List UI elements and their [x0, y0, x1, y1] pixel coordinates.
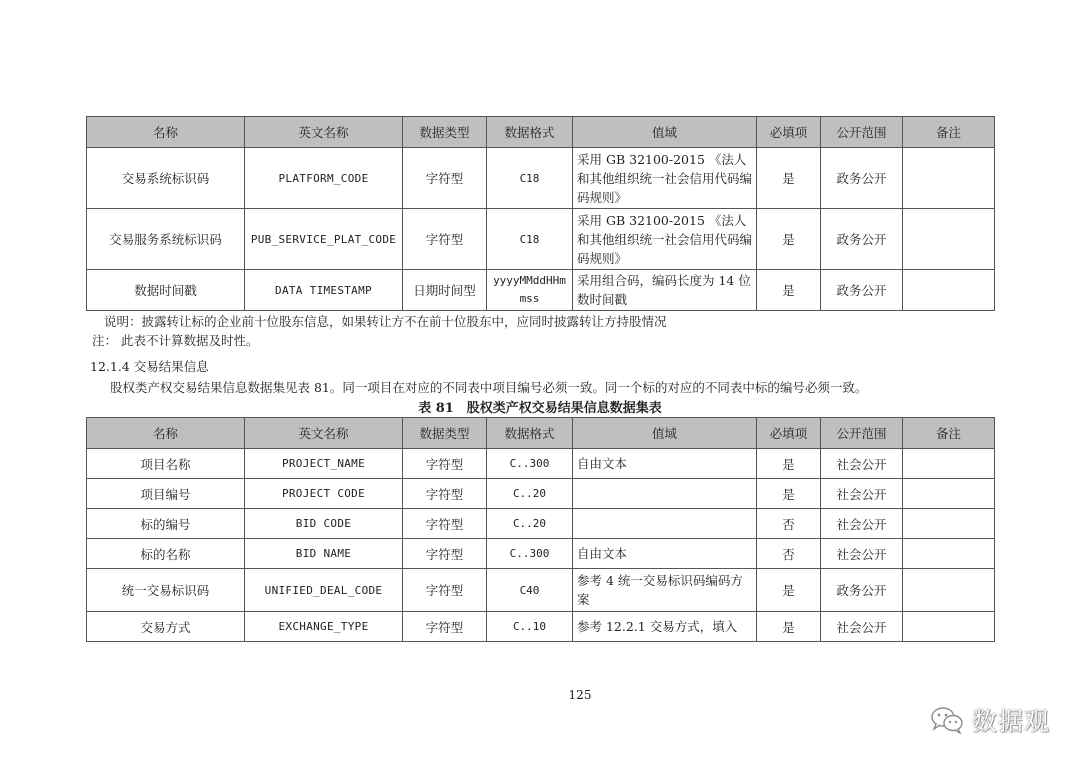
header-value-domain: 值域 [573, 418, 757, 449]
cell-name: 统一交易标识码 [87, 569, 245, 612]
cell-required: 是 [757, 479, 821, 509]
cell-data-type: 字符型 [403, 569, 487, 612]
table-note: 注： 此表不计算数据及时性。 [92, 333, 259, 348]
cell-data-type: 字符型 [403, 612, 487, 642]
cell-remarks [903, 569, 995, 612]
cell-data-type: 字符型 [403, 509, 487, 539]
header-required: 必填项 [757, 117, 821, 148]
cell-remarks [903, 479, 995, 509]
cell-name: 交易服务系统标识码 [87, 209, 245, 270]
header-data-type: 数据类型 [403, 117, 487, 148]
cell-value-domain: 自由文本 [573, 539, 757, 569]
header-name: 名称 [87, 418, 245, 449]
table-row [87, 539, 995, 569]
cell-data-type: 字符型 [403, 479, 487, 509]
cell-english-name: PROJECT_NAME [245, 449, 403, 479]
cell-data-format: C40 [487, 569, 573, 612]
wechat-icon [930, 706, 964, 734]
cell-english-name: PLATFORM_CODE [245, 148, 403, 209]
cell-value-domain [573, 479, 757, 509]
header-disclosure-scope: 公开范围 [821, 117, 903, 148]
cell-value-domain: 采用组合码，编码长度为 14 位数时间戳 [573, 270, 757, 311]
cell-data-type: 日期时间型 [403, 270, 487, 311]
header-english-name: 英文名称 [245, 418, 403, 449]
header-data-format: 数据格式 [487, 418, 573, 449]
header-disclosure-scope: 公开范围 [821, 418, 903, 449]
cell-name: 交易系统标识码 [87, 148, 245, 209]
table-caption: 表 81 股权类产权交易结果信息数据集表 [418, 401, 662, 416]
cell-required: 是 [757, 148, 821, 209]
cell-english-name: EXCHANGE_TYPE [245, 612, 403, 642]
table-row [87, 148, 995, 209]
cell-data-format: C..20 [487, 509, 573, 539]
watermark [930, 702, 1050, 738]
cell-name: 数据时间戳 [87, 270, 245, 311]
cell-required: 是 [757, 449, 821, 479]
cell-name: 交易方式 [87, 612, 245, 642]
cell-remarks [903, 612, 995, 642]
cell-data-format: C18 [487, 148, 573, 209]
cell-required: 否 [757, 539, 821, 569]
cell-required: 是 [757, 612, 821, 642]
cell-remarks [903, 539, 995, 569]
table-header-row [87, 117, 995, 148]
cell-remarks [903, 509, 995, 539]
cell-disclosure-scope: 政务公开 [821, 270, 903, 311]
cell-english-name: PUB_SERVICE_PLAT_CODE [245, 209, 403, 270]
cell-name: 项目编号 [87, 479, 245, 509]
cell-disclosure-scope: 政务公开 [821, 209, 903, 270]
dataset-table-81 [86, 417, 995, 642]
cell-remarks [903, 148, 995, 209]
cell-value-domain: 采用 GB 32100-2015 《法人和其他组织统一社会信用代码编码规则》 [573, 209, 757, 270]
table-row [87, 569, 995, 612]
header-data-format: 数据格式 [487, 117, 573, 148]
cell-value-domain: 参考 12.2.1 交易方式，填入 [573, 612, 757, 642]
cell-english-name: BID NAME [245, 539, 403, 569]
cell-disclosure-scope: 社会公开 [821, 539, 903, 569]
cell-english-name: BID CODE [245, 509, 403, 539]
dataset-table-continued [86, 116, 995, 311]
watermark-text: 数据观 [972, 707, 1051, 736]
header-name: 名称 [87, 117, 245, 148]
cell-required: 否 [757, 509, 821, 539]
table-row [87, 509, 995, 539]
table-row [87, 612, 995, 642]
cell-data-format: C18 [487, 209, 573, 270]
cell-remarks [903, 209, 995, 270]
cell-data-format: C..20 [487, 479, 573, 509]
cell-value-domain: 自由文本 [573, 449, 757, 479]
cell-data-format: yyyyMMddHHmmss [487, 270, 573, 311]
cell-disclosure-scope: 社会公开 [821, 479, 903, 509]
header-remarks: 备注 [903, 117, 995, 148]
cell-data-format: C..300 [487, 539, 573, 569]
cell-disclosure-scope: 社会公开 [821, 449, 903, 479]
cell-english-name: PROJECT CODE [245, 479, 403, 509]
cell-disclosure-scope: 社会公开 [821, 612, 903, 642]
header-value-domain: 值域 [573, 117, 757, 148]
cell-disclosure-scope: 政务公开 [821, 148, 903, 209]
table-row [87, 209, 995, 270]
header-required: 必填项 [757, 418, 821, 449]
cell-english-name: UNIFIED_DEAL_CODE [245, 569, 403, 612]
cell-remarks [903, 270, 995, 311]
cell-remarks [903, 449, 995, 479]
cell-name: 标的编号 [87, 509, 245, 539]
cell-value-domain: 参考 4 统一交易标识码编码方案 [573, 569, 757, 612]
section-intro: 股权类产权交易结果信息数据集见表 81。同一项目在对应的不同表中项目编号必须一致。同一个标的对应的不同表中标的编号必须一致。 [110, 380, 868, 395]
cell-data-format: C..10 [487, 612, 573, 642]
cell-required: 是 [757, 569, 821, 612]
table-row [87, 270, 995, 311]
header-data-type: 数据类型 [403, 418, 487, 449]
section-title: 12.1.4 交易结果信息 [90, 359, 209, 374]
cell-data-type: 字符型 [403, 209, 487, 270]
cell-required: 是 [757, 209, 821, 270]
cell-disclosure-scope: 政务公开 [821, 569, 903, 612]
page-number: 125 [568, 688, 592, 702]
cell-data-type: 字符型 [403, 148, 487, 209]
header-remarks: 备注 [903, 418, 995, 449]
cell-required: 是 [757, 270, 821, 311]
cell-name: 项目名称 [87, 449, 245, 479]
cell-disclosure-scope: 社会公开 [821, 509, 903, 539]
table-row [87, 449, 995, 479]
cell-name: 标的名称 [87, 539, 245, 569]
cell-data-format: C..300 [487, 449, 573, 479]
table-explanation: 说明：披露转让标的企业前十位股东信息，如果转让方不在前十位股东中，应同时披露转让方持股情况 [104, 314, 667, 329]
table-header-row [87, 418, 995, 449]
header-english-name: 英文名称 [245, 117, 403, 148]
cell-data-type: 字符型 [403, 449, 487, 479]
cell-value-domain: 采用 GB 32100-2015 《法人和其他组织统一社会信用代码编码规则》 [573, 148, 757, 209]
cell-data-type: 字符型 [403, 539, 487, 569]
cell-english-name: DATA TIMESTAMP [245, 270, 403, 311]
cell-value-domain [573, 509, 757, 539]
table-row [87, 479, 995, 509]
